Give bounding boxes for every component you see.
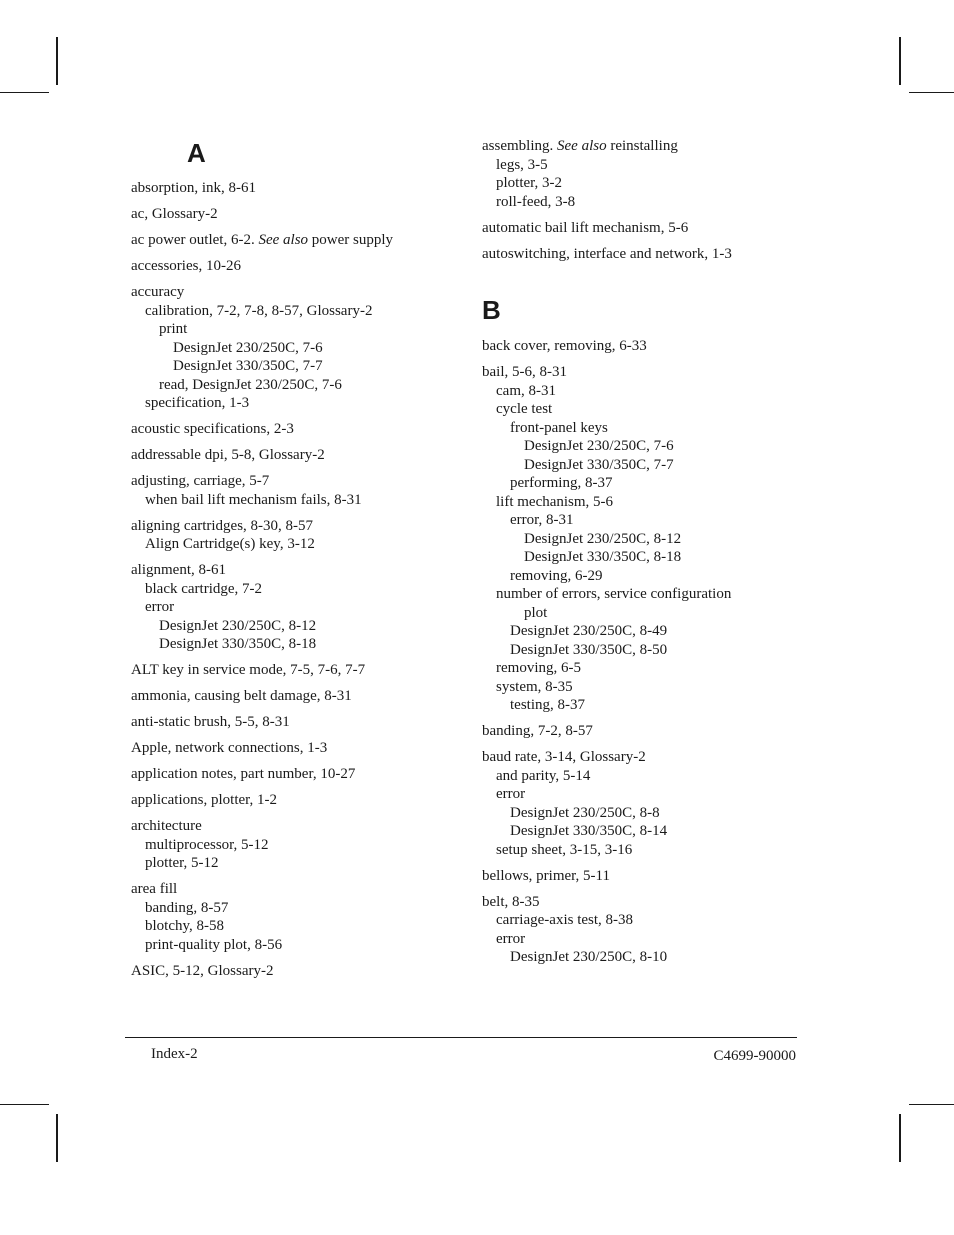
index-subentry: error, 8-31 <box>510 512 574 528</box>
index-entry <box>131 472 393 509</box>
crop-mark <box>899 1114 901 1162</box>
index-subentry: testing, 8-37 <box>510 697 585 713</box>
index-subentry: DesignJet 330/350C, 8-18 <box>159 636 317 652</box>
index-entry <box>482 722 731 741</box>
index-entry <box>131 446 393 465</box>
index-term: anti-static brush, 5-5, 8-31 <box>131 714 290 730</box>
index-term: accuracy <box>131 284 185 300</box>
index-subentry: DesignJet 230/250C, 8-10 <box>510 949 668 965</box>
index-subentry: error <box>145 599 175 615</box>
entry-text: ac power outlet, 6-2. <box>131 232 259 248</box>
footer-rule <box>125 1037 797 1038</box>
index-subentry: roll-feed, 3-8 <box>496 193 576 210</box>
crop-mark <box>909 92 954 93</box>
index-entry <box>131 791 393 810</box>
see-also-reference: See also <box>258 232 309 248</box>
index-entry <box>131 661 393 680</box>
see-also-reference: See also <box>557 138 607 154</box>
index-subentry: cycle test <box>496 401 553 417</box>
index-subentry: banding, 8-57 <box>145 899 229 916</box>
index-subentry: carriage-axis test, 8-38 <box>496 912 634 928</box>
index-entry <box>131 817 393 873</box>
index-term: ammonia, causing belt damage, 8-31 <box>131 688 352 704</box>
crop-mark <box>899 37 901 85</box>
index-entry <box>131 880 393 954</box>
index-entries-a-continued <box>482 137 732 271</box>
index-term: aligning cartridges, 8-30, 8-57 <box>131 517 314 534</box>
index-subentry: Align Cartridge(s) key, 3-12 <box>145 536 315 552</box>
index-subentry: legs, 3-5 <box>496 156 548 173</box>
page-number: Index-2 <box>151 1046 198 1062</box>
index-subentry: cam, 8-31 <box>496 382 556 399</box>
index-subentry: multiprocessor, 5-12 <box>145 836 269 853</box>
index-subentry: error <box>496 786 526 802</box>
index-subentry: removing, 6-5 <box>496 660 581 676</box>
index-entry <box>482 337 731 356</box>
section-letter-b: B <box>482 295 501 325</box>
entry-text: assembling. <box>482 138 557 154</box>
index-entry <box>131 179 393 198</box>
index-subentry: plotter, 5-12 <box>145 855 219 871</box>
index-subentry: DesignJet 230/250C, 7-6 <box>173 339 323 356</box>
index-subentry: and parity, 5-14 <box>496 767 591 784</box>
crop-mark <box>0 1104 49 1105</box>
index-subentry: blotchy, 8-58 <box>145 918 225 934</box>
index-term: adjusting, carriage, 5-7 <box>131 473 270 489</box>
index-entry <box>482 219 732 238</box>
index-term <box>131 231 393 250</box>
index-subentry: calibration, 7-2, 7-8, 8-57, Glossary-2 <box>145 302 373 319</box>
index-term: absorption, ink, 8-61 <box>131 180 256 196</box>
index-subentry: DesignJet 330/350C, 7-7 <box>173 358 323 374</box>
index-subentry: DesignJet 330/350C, 8-18 <box>524 549 682 565</box>
index-subentry: when bail lift mechanism fails, 8-31 <box>145 491 362 508</box>
index-term: banding, 7-2, 8-57 <box>482 723 593 739</box>
index-entry <box>131 420 393 439</box>
index-entry <box>482 893 731 967</box>
index-subentry: lift mechanism, 5-6 <box>496 493 614 510</box>
index-term: ALT key in service mode, 7-5, 7-6, 7-7 <box>131 662 366 678</box>
index-term: ASIC, 5-12, Glossary-2 <box>131 962 274 979</box>
index-entry <box>131 517 393 554</box>
index-subentry: error <box>496 930 526 947</box>
index-entry <box>131 739 393 758</box>
index-entries-a <box>131 179 393 988</box>
index-subentry: specification, 1-3 <box>145 395 250 411</box>
entry-text: reinstalling <box>606 138 678 154</box>
index-term: application notes, part number, 10-27 <box>131 766 356 782</box>
entry-text: power supply <box>308 232 394 248</box>
index-entry <box>131 283 393 413</box>
index-entry <box>131 765 393 784</box>
index-entry <box>482 748 731 859</box>
crop-mark <box>909 1104 954 1105</box>
index-term: alignment, 8-61 <box>131 562 226 578</box>
crop-mark <box>0 92 49 93</box>
index-term: back cover, removing, 6-33 <box>482 338 647 354</box>
index-term: baud rate, 3-14, Glossary-2 <box>482 749 646 765</box>
section-letter-a: A <box>187 138 206 168</box>
index-term: architecture <box>131 818 202 834</box>
index-term: accessories, 10-26 <box>131 258 241 274</box>
index-entry <box>482 867 731 886</box>
index-subentry: performing, 8-37 <box>510 475 613 491</box>
index-entry <box>131 205 393 224</box>
index-subentry: read, DesignJet 230/250C, 7-6 <box>159 376 342 393</box>
index-term: addressable dpi, 5-8, Glossary-2 <box>131 447 325 463</box>
part-number: C4699-90000 <box>713 1048 796 1064</box>
index-term <box>482 137 732 156</box>
index-subentry: DesignJet 230/250C, 8-12 <box>159 617 317 634</box>
index-term: bail, 5-6, 8-31 <box>482 364 567 380</box>
index-entry <box>482 363 731 715</box>
index-term: ac, Glossary-2 <box>131 206 218 222</box>
index-entry <box>131 561 393 654</box>
index-entry <box>482 137 732 211</box>
index-subentry: setup sheet, 3-15, 3-16 <box>496 841 633 858</box>
index-entry <box>131 687 393 706</box>
index-subentry: removing, 6-29 <box>510 567 603 584</box>
index-subentry: DesignJet 330/350C, 7-7 <box>524 456 674 473</box>
index-entry <box>131 257 393 276</box>
index-subentry: front-panel keys <box>510 419 608 436</box>
index-subentry: DesignJet 330/350C, 8-14 <box>510 823 668 839</box>
index-entry <box>131 231 393 250</box>
index-term: applications, plotter, 1-2 <box>131 792 278 808</box>
index-entry <box>131 962 393 981</box>
index-subentry: DesignJet 230/250C, 8-8 <box>510 804 660 821</box>
index-subentry: system, 8-35 <box>496 678 573 695</box>
index-entry <box>482 245 732 264</box>
index-subentry: DesignJet 330/350C, 8-50 <box>510 641 668 658</box>
index-subentry: plot <box>524 604 548 621</box>
index-term: Apple, network connections, 1-3 <box>131 740 328 756</box>
index-term: automatic bail lift mechanism, 5-6 <box>482 219 689 236</box>
crop-mark <box>56 37 58 85</box>
index-subentry: black cartridge, 7-2 <box>145 580 263 597</box>
index-term: belt, 8-35 <box>482 893 540 910</box>
index-subentry: DesignJet 230/250C, 8-49 <box>510 623 668 639</box>
index-entry <box>131 713 393 732</box>
index-subentry: plotter, 3-2 <box>496 175 563 191</box>
index-term: area fill <box>131 881 178 897</box>
index-term: bellows, primer, 5-11 <box>482 867 610 884</box>
index-subentry: DesignJet 230/250C, 8-12 <box>524 530 682 547</box>
index-subentry: print <box>159 321 188 337</box>
crop-mark <box>56 1114 58 1162</box>
index-subentry: number of errors, service configuration <box>496 586 732 602</box>
index-term: acoustic specifications, 2-3 <box>131 421 294 437</box>
index-subentry: DesignJet 230/250C, 7-6 <box>524 438 674 454</box>
index-term: autoswitching, interface and network, 1-3 <box>482 245 732 262</box>
index-entries-b <box>482 337 731 974</box>
index-subentry: print-quality plot, 8-56 <box>145 936 283 953</box>
